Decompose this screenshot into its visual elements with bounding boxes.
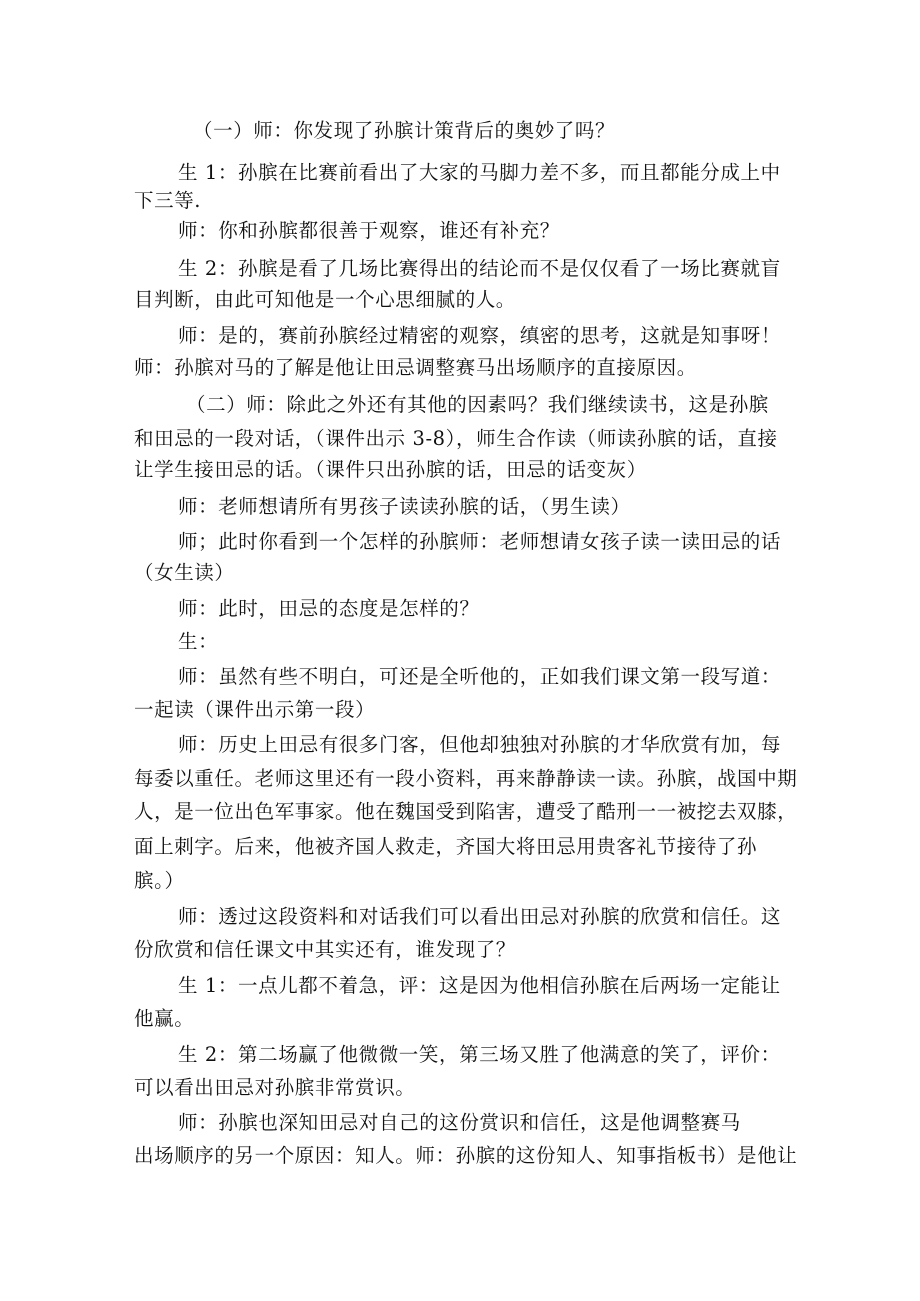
text-line-27: 他赢。 bbox=[134, 1007, 195, 1030]
text-line-14: （女生读） bbox=[134, 561, 235, 584]
text-line-4: 师：你和孙膑都很善于观察，谁还有补充？ bbox=[178, 219, 560, 242]
text-line-31: 出场顺序的另一个原因：知人。师：孙膑的这份知人、知事指板书）是他让 bbox=[134, 1144, 798, 1167]
text-line-9: （二）师：除此之外还有其他的因素吗？我们继续读书，这是孙膑 bbox=[186, 393, 769, 416]
text-line-11: 让学生接田忌的话。（课件只出孙膑的话，田忌的话变灰） bbox=[134, 458, 647, 481]
text-line-22: 面上刺字。后来，他被齐国人救走，齐国大将田忌用贵客礼节接待了孙 bbox=[134, 835, 758, 858]
text-line-25: 份欣赏和信任课文中其实还有，谁发现了？ bbox=[134, 938, 516, 961]
text-line-16: 生： bbox=[178, 630, 219, 653]
text-line-20: 每委以重任。老师这里还有一段小资料，再来静静读一读。孙膑，战国中期 bbox=[134, 767, 798, 790]
text-line-30: 师：孙膑也深知田忌对自己的这份赏识和信任，这是他调整赛马 bbox=[178, 1111, 741, 1134]
text-line-5: 生 2：孙膑是看了几场比赛得出的结论而不是仅仅看了一场比赛就盲 bbox=[178, 257, 781, 280]
text-line-6: 目判断，由此可知他是一个心思细腻的人。 bbox=[134, 288, 516, 311]
text-line-10: 和田忌的一段对话，（课件出示 3-8），师生合作读（师读孙膑的话，直接 bbox=[134, 427, 778, 450]
text-line-13: 师；此时你看到一个怎样的孙膑师：老师想请女孩子读一读田忌的话 bbox=[178, 530, 782, 553]
text-line-1: （一）师：你发现了孙膑计策背后的奥妙了吗？ bbox=[193, 119, 616, 142]
text-line-15: 师：此时，田忌的态度是怎样的？ bbox=[178, 597, 480, 620]
text-line-17: 师：虽然有些不明白，可还是全听他的，正如我们课文第一段写道： bbox=[178, 665, 782, 688]
text-line-8: 师：孙膑对马的了解是他让田忌调整赛马出场顺序的直接原因。 bbox=[134, 356, 697, 379]
text-line-24: 师：透过这段资料和对话我们可以看出田忌对孙膑的欣赏和信任。这 bbox=[178, 905, 782, 928]
text-line-12: 师：老师想请所有男孩子读读孙膑的话，（男生读） bbox=[178, 495, 631, 518]
text-line-23: 膑。） bbox=[134, 869, 185, 892]
text-line-3: 下三等. bbox=[134, 189, 202, 212]
text-line-2: 生 1：孙膑在比赛前看出了大家的马脚力差不多，而且都能分成上中 bbox=[178, 161, 781, 184]
text-line-7: 师：是的，赛前孙膑经过精密的观察，缜密的思考，这就是知事呀！ bbox=[178, 324, 782, 347]
text-line-26: 生 1：一点儿都不着急，评：这是因为他相信孙膑在后两场一定能让 bbox=[178, 974, 781, 997]
text-line-29: 可以看出田忌对孙膑非常赏识。 bbox=[134, 1076, 416, 1099]
text-line-21: 人，是一位出色军事家。他在魏国受到陷害，遭受了酷刑一一被挖去双膝， bbox=[134, 800, 798, 823]
text-line-19: 师：历史上田忌有很多门客，但他却独独对孙膑的才华欣赏有加，每 bbox=[178, 733, 782, 756]
text-line-28: 生 2：第二场赢了他微微一笑，第三场又胜了他满意的笑了，评价： bbox=[178, 1043, 781, 1066]
text-line-18: 一起读（课件出示第一段） bbox=[134, 698, 376, 721]
